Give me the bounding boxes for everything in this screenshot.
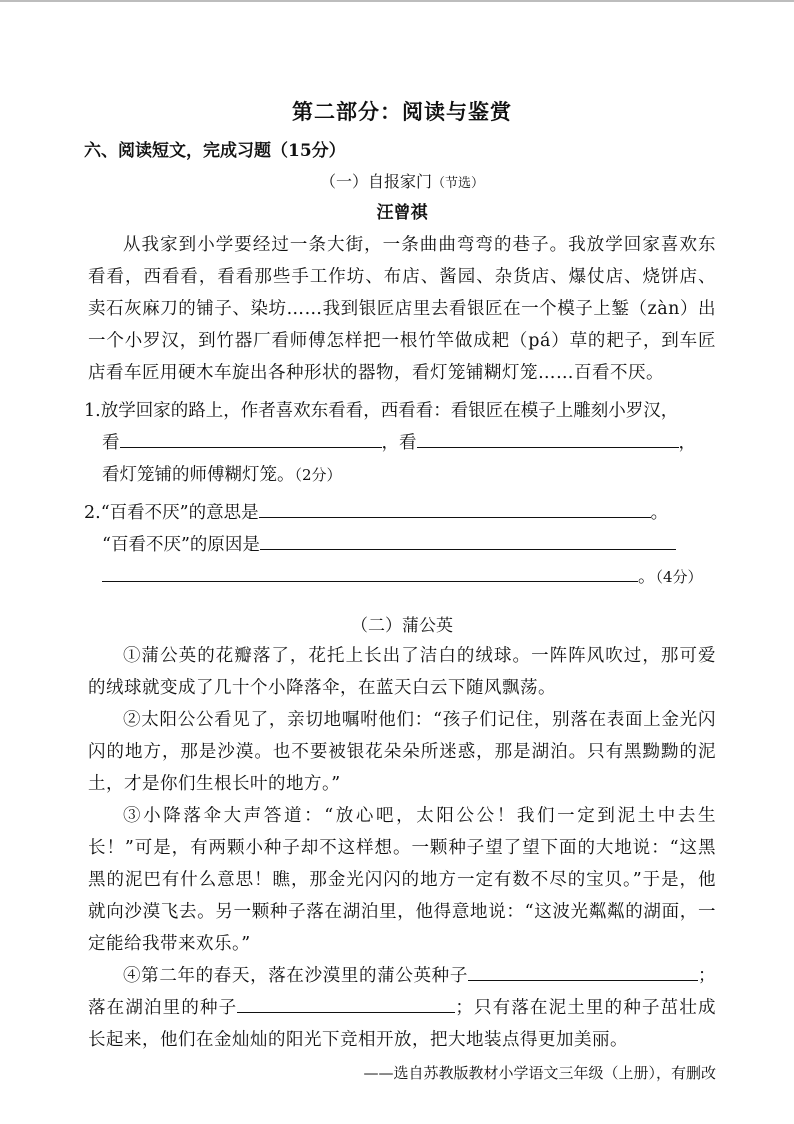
q1-fill-a-prefix: 看 — [102, 433, 120, 453]
passage1-title: （一）自报家门 — [319, 172, 432, 191]
p4-blank-desert[interactable] — [468, 962, 698, 981]
passage1-author: 汪曾祺 — [376, 203, 428, 223]
passage1-title-line — [88, 169, 716, 192]
q1-blank-b[interactable] — [417, 429, 679, 448]
q2-blank-reason[interactable] — [260, 531, 676, 550]
passage1-text: 从我家到小学要经过一条大街，一条曲曲弯弯的巷子。我放学回家喜欢东看看，西看看，看看那些手工作坊、布店、酱园、杂货店、爆仗店、烧饼店、卖石灰麻刀的铺子、染坊……我到银匠店里去看银匠在一个模子上錾（zàn）出一个小罗汉，到竹器厂看师傅怎样把一根竹竿做成耙（pá）草的耙子，到车匠店看车匠用硬木车旋出各种形状的器物，看灯笼铺糊灯笼……百看不厌。 — [88, 235, 716, 383]
exam-page — [84, 96, 717, 1088]
passage2-source: ——选自苏教版教材小学语文三年级（上册），有删改 — [363, 1064, 716, 1082]
passage2-para2: ②太阳公公看见了，亲切地嘱咐他们：“孩子们记住，别落在表面上金光闪闪的地方，那是沙漠。也不要被银花朵朵所迷惑，那是湖泊。只有黑黝黝的泥土，才是你们生根长叶的地方。” — [88, 710, 716, 794]
q2-line1 — [84, 497, 716, 529]
q1-fill-b-suffix: ， — [678, 433, 696, 453]
q1-score: （2分） — [294, 466, 342, 484]
q1-fill-b-prefix: ，看 — [381, 433, 417, 453]
passage2-para4 — [88, 960, 716, 1056]
question-2 — [84, 497, 716, 593]
q2-line2 — [88, 529, 716, 561]
q1-ending-line — [88, 459, 716, 491]
q1-fill-line — [88, 427, 716, 459]
passage1-note: （节选） — [432, 176, 485, 191]
q1-prompt: 1.放学回家的路上，作者喜欢东看看，西看看：看银匠在模子上雕刻小罗汉， — [84, 401, 679, 421]
p4-text-a: ④第二年的春天，落在沙漠里的蒲公英种子 — [123, 966, 468, 986]
passage2-title: （二）蒲公英 — [351, 616, 453, 636]
section-heading: 六、阅读短文，完成习题（15分） — [84, 141, 346, 161]
p4-blank-lake[interactable] — [237, 994, 455, 1013]
question-1 — [84, 395, 716, 491]
p4-text-b: ； — [698, 966, 716, 986]
q2-line3-suffix: 。 — [638, 567, 656, 587]
top-border — [0, 0, 794, 2]
q2-blank-meaning[interactable] — [259, 499, 651, 518]
passage2-para3: ③小降落伞大声答道：“放心吧，太阳公公！我们一定到泥土中去生长！”可是，有两颗小种子却不这样想。一颗种子望了望下面的大地说：“这黑黑的泥巴有什么意思！瞧，那金光闪闪的地方一定有数不尽的宝贝。”于是，他就向沙漠飞去。另一颗种子落在湖泊里，他得意地说：“这波光粼粼的湖面，一定能给我带来欢乐。” — [88, 806, 716, 954]
q2-line1-suffix: 。 — [650, 503, 669, 523]
q2-score: （4分） — [655, 568, 703, 586]
q2-blank-reason-cont[interactable] — [102, 563, 638, 582]
p4-text-c: 落在湖泊里的种子 — [88, 998, 238, 1018]
part-title: 第二部分：阅读与鉴赏 — [292, 99, 512, 124]
q1-ending: 看灯笼铺的师傅糊灯笼。 — [102, 465, 295, 485]
p4-text-d: ；只有落在泥土里的种子茁壮成长起来，他们在金灿灿的阳光下竞相开放，把大地装点得更加美丽。 — [88, 998, 717, 1050]
q1-blank-a[interactable] — [120, 429, 382, 448]
q2-meaning-prompt: 2.“百看不厌”的意思是 — [84, 503, 259, 523]
q2-reason-prompt: “百看不厌”的原因是 — [102, 535, 260, 555]
q2-line3 — [102, 561, 716, 593]
passage2-para1: ①蒲公英的花瓣落了，花托上长出了洁白的绒球。一阵阵风吹过，那可爱的绒球就变成了几十个小降落伞，在蓝天白云下随风飘荡。 — [88, 646, 716, 698]
